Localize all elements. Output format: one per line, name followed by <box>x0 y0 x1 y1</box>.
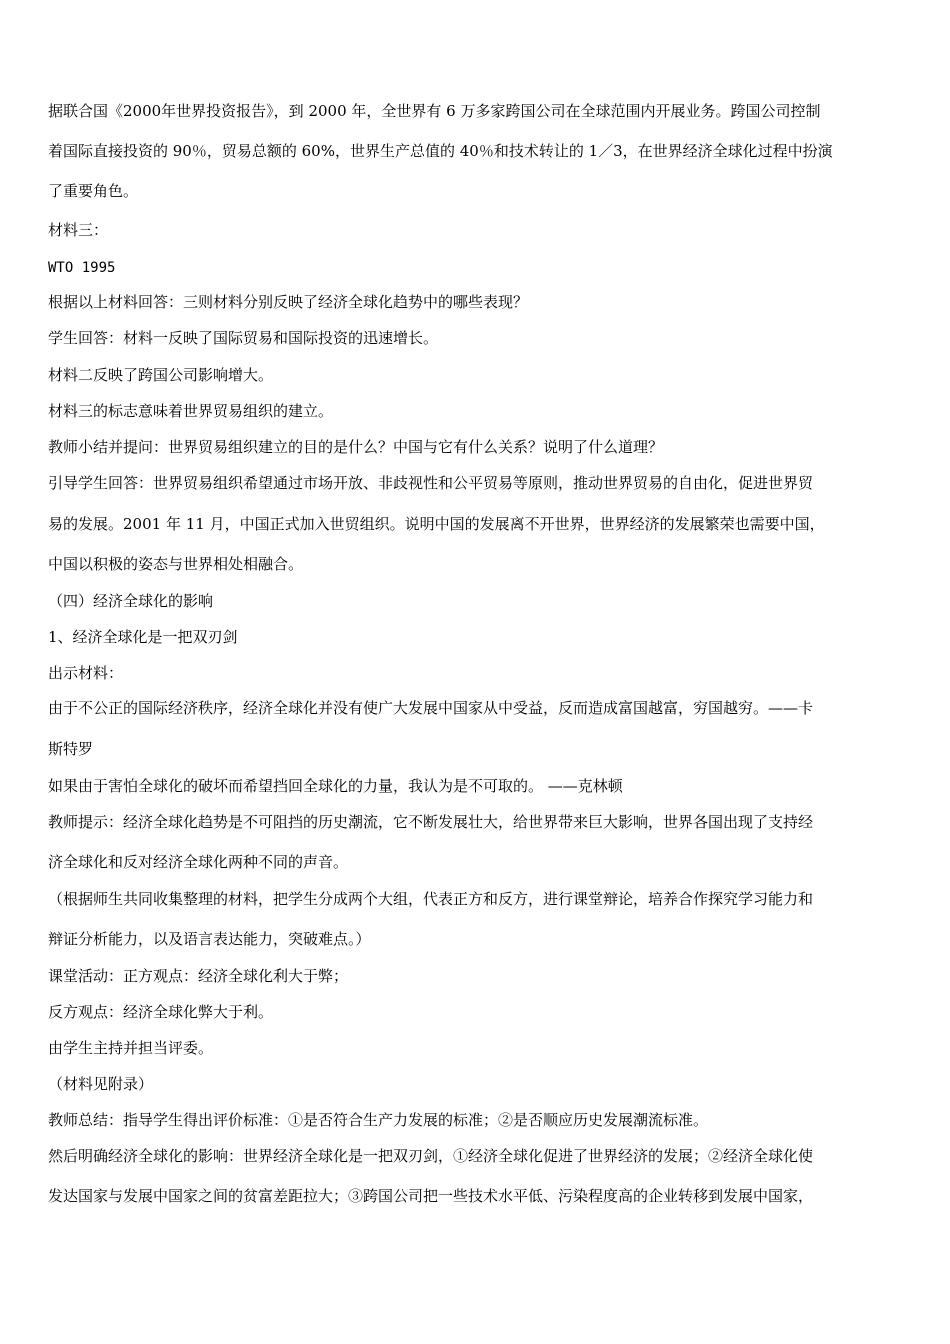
text-line: 中国以积极的姿态与世界相处相融合。 <box>48 555 304 573</box>
text-line: 根据以上材料回答：三则材料分别反映了经济全球化趋势中的哪些表现？ <box>48 293 529 311</box>
text-line: 济全球化和反对经济全球化两种不同的声音。 <box>48 853 349 871</box>
text-line: 着国际直接投资的 90％，贸易总额的 60%，世界生产总值的 40％和技术转让的 1／3，在世界经济全球化过程中扮演 <box>48 142 833 160</box>
text-line: 了重要角色。 <box>48 182 139 200</box>
text-line: 出示材料： <box>48 664 124 682</box>
text-line: WTO 1995 <box>48 260 116 276</box>
text-line: 引导学生回答：世界贸易组织希望通过市场开放、非歧视性和公平贸易等原则，推动世界贸易的自由化，促进世界贸 <box>48 474 814 492</box>
text-line: 教师提示：经济全球化趋势是不可阻挡的历史潮流，它不断发展壮大，给世界带来巨大影响，世界各国出现了支持经 <box>48 813 814 831</box>
text-line: 发达国家与发展中国家之间的贫富差距拉大；③跨国公司把一些技术水平低、污染程度高的企业转移到发展中国家， <box>48 1187 814 1205</box>
text-line: 学生回答：材料一反映了国际贸易和国际投资的迅速增长。 <box>48 329 439 347</box>
text-line: 反方观点：经济全球化弊大于利。 <box>48 1003 274 1021</box>
text-line: 由学生主持并担当评委。 <box>48 1039 214 1057</box>
section-heading: （四）经济全球化的影响 <box>48 592 214 610</box>
subsection-heading: 1、经济全球化是一把双刃剑 <box>48 628 238 646</box>
text-line: 据联合国《2000年世界投资报告》，到 2000 年，全世界有 6 万多家跨国公司在全球范围内开展业务。跨国公司控制 <box>48 102 821 120</box>
text-line: 辩证分析能力，以及语言表达能力，突破难点。） <box>48 930 371 948</box>
quote-line: 斯特罗 <box>48 740 94 758</box>
text-line: 教师总结：指导学生得出评价标准：①是否符合生产力发展的标准；②是否顺应历史发展潮流标准。 <box>48 1111 709 1129</box>
text-line: 然后明确经济全球化的影响：世界经济全球化是一把双刃剑，①经济全球化促进了世界经济的发展；②经济全球化使 <box>48 1147 814 1165</box>
text-line: 易的发展。2001 年 11 月，中国正式加入世贸组织。说明中国的发展离不开世界，世界经济的发展繁荣也需要中国， <box>48 515 825 533</box>
text-line: 材料三的标志意味着世界贸易组织的建立。 <box>48 402 334 420</box>
quote-line: 如果由于害怕全球化的破坏而希望挡回全球化的力量，我认为是不可取的。 ——克林顿 <box>48 777 623 795</box>
text-line: 材料二反映了跨国公司影响增大。 <box>48 366 274 384</box>
text-line: 教师小结并提问：世界贸易组织建立的目的是什么？中国与它有什么关系？说明了什么道理？ <box>48 438 664 456</box>
text-line: 材料三： <box>48 221 109 239</box>
text-line: 课堂活动：正方观点：经济全球化利大于弊； <box>48 967 349 985</box>
text-line: （根据师生共同收集整理的材料，把学生分成两个大组，代表正方和反方，进行课堂辩论，培养合作探究学习能力和 <box>48 890 814 908</box>
quote-line: 由于不公正的国际经济秩序，经济全球化并没有使广大发展中国家从中受益，反而造成富国越富，穷国越穷。——卡 <box>48 699 814 717</box>
text-line: （材料见附录） <box>48 1075 154 1093</box>
